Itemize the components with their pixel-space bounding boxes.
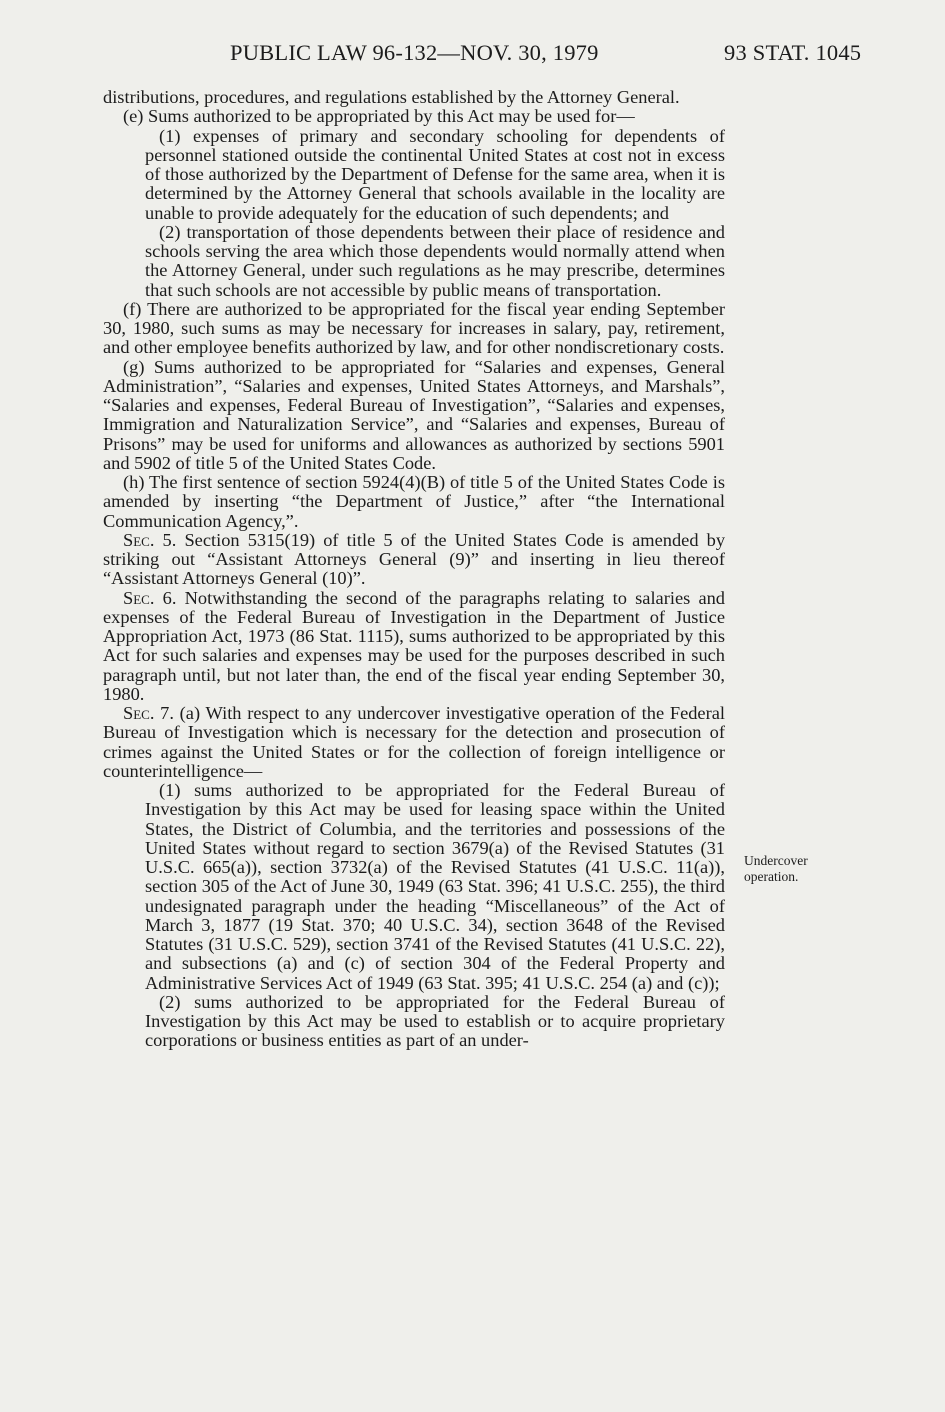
header-stat-page: 93 STAT. 1045 [724,40,862,65]
item-7a-1: (1) sums authorized to be appropriated for the Federal Bureau of Investigation by this Act may be used for leasing space within the United States, the District of Columbia, and the territories and possessions of the United States without regard to section 3679(a) of the Revised Statutes (31 U.S.C. 665(a)), section 3732(a) of the Revised Statutes (41 U.S.C. 11(a)), section 305 of the Act of June 30, 1949 (63 Stat. 396; 41 U.S.C. 255), the third undesignated paragraph under the heading “Miscellaneous” of the Act of March 3, 1877 (19 Stat. 370; 40 U.S.C. 34), section 3648 of the Revised Statutes (31 U.S.C. 529), section 3741 of the Revised Statutes (41 U.S.C. 22), and subsections (a) and (c) of section 304 of the Federal Property and Administrative Services Act of 1949 (63 Stat. 395; 41 U.S.C. 254 (a) and (c)); [145,780,725,993]
margin-note-line-1: Undercover [744,853,808,868]
section-5-label: Sec. 5. [123,529,177,550]
paragraph-f: (f) There are authorized to be appropriated for the fiscal year ending September 30, 1980, such sums as may be necessary for increases in salary, pay, retirement, and other employee benefits authorized by law, and for other nondiscretionary costs. [103,298,725,358]
margin-note-line-2: operation. [744,869,799,884]
item-e-2: (2) transportation of those dependents between their place of residence and schools serving the area which those dependents would normally attend when the Attorney General, under such regulations as he may prescribe, determines that such schools are not accessible by public means of transportation. [145,221,725,300]
section-5 [103,531,725,589]
body-text [103,88,725,1051]
running-header [0,40,945,70]
section-6-text: Notwithstanding the second of the paragraphs relating to salaries and expenses of the Federal Bureau of Investigation in the Department of Justice Appropriation Act, 1973 (86 Stat. 1115), sums authorized to be appropriated by this Act for such salaries and expenses may be used for the purposes described in such paragraph until, but not later than, the end of the fiscal year ending September 30, 1980. [103,587,726,704]
section-7-label: Sec. 7. [123,703,174,723]
paragraph-h: (h) The first sentence of section 5924(4)(B) of title 5 of the United States Code is amended by inserting “the Department of Justice,” after “the International Communication Agency,”. [103,472,725,531]
item-e-1: (1) expenses of primary and secondary schooling for dependents of personnel stationed outside the continental United States at cost not in excess of those authorized by the Department of Defense for the same area, when it is determined by the Attorney General that schools available in the locality are unable to provide adequately for the education of such dependents; and [145,125,725,223]
section-6 [103,589,725,705]
paragraph-continued: distributions, procedures, and regulations established by the Attorney General. [103,87,680,107]
section-7-text: (a) With respect to any undercover investigative operation of the Federal Bureau of Investigation which is necessary for the detection and prosecution of crimes against the United States or for the collection of foreign intelligence or counterintelligence— [103,703,725,781]
item-7a-2: (2) sums authorized to be appropriated for the Federal Bureau of Investigation by this Act may be used to establish or to acquire proprietary corporations or business entities as part of an under- [145,991,725,1051]
section-6-label: Sec. 6. [123,587,177,608]
margin-note-undercover [744,853,808,885]
paragraph-g: (g) Sums authorized to be appropriated for “Salaries and expenses, General Administration”, “Salaries and expenses, United States Attorneys, and Marshals”, “Salaries and expenses, Federal Bureau of Investigation”, “Salaries and expenses, Immigration and Naturalization Service”, and “Salaries and expenses, Bureau of Prisons” may be used for uniforms and allowances as authorized by sections 5901 and 5902 of title 5 of the United States Code. [103,356,725,473]
section-5-text: Section 5315(19) of title 5 of the United States Code is amended by striking out “Assistant Attorneys General (9)” and inserting in lieu thereof “Assistant Attorneys General (10)”. [103,529,726,589]
section-7 [103,704,725,781]
header-title: PUBLIC LAW 96-132—NOV. 30, 1979 [230,40,599,65]
paragraph-e: (e) Sums authorized to be appropriated by this Act may be used for— [123,106,635,127]
